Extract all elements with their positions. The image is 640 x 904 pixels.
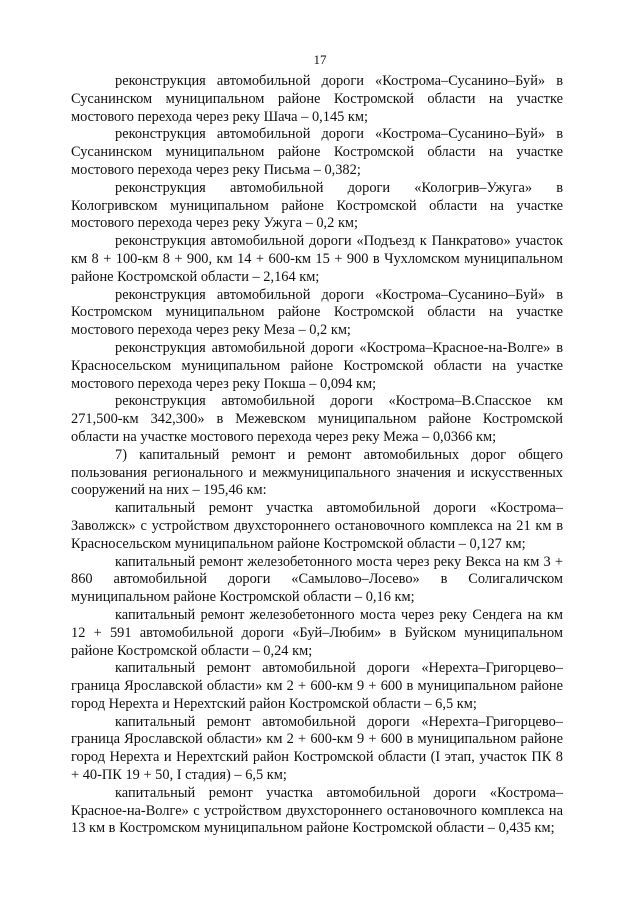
paragraph: реконструкция автомобильной дороги «Кострома–Сусанино–Буй» в Костромском муниципальном районе Костромской области на участке мостового перехода через реку Меза – 0,2 км;	[71, 286, 563, 339]
paragraph: капитальный ремонт железобетонного моста через реку Сендега на км 12 + 591 автомобильной дороги «Буй–Любим» в Буйском муниципальном районе Костромской области – 0,24 км;	[71, 606, 563, 659]
paragraph: капитальный ремонт участка автомобильной дороги «Кострома–Заволжск» с устройством двухстороннего остановочного комплекса на 21 км в Красносельском муниципальном районе Костромской области – 0,127 км;	[71, 500, 563, 552]
paragraph: реконструкция автомобильной дороги «Подъезд к Панкратово» участок км 8 + 100-км 8 + 900, км 14 + 600-км 15 + 900 в Чухломском муниципальном районе Костромской области – 2,164 км;	[71, 233, 563, 285]
paragraph: реконструкция автомобильной дороги «Кострома–Сусанино–Буй» в Сусанинском муниципальном районе Костромской области на участке мостового перехода через реку Письма – 0,382;	[71, 126, 563, 178]
paragraph: реконструкция автомобильной дороги «Кострома–В.Спасское км 271,500-км 342,300» в Межевском муниципальном районе Костромской области на участке мостового перехода через реку Межа – 0,0366 км;	[71, 393, 563, 445]
document-body	[71, 73, 563, 838]
paragraph: капитальный ремонт автомобильной дороги «Нерехта–Григорцево–граница Ярославской области» км 2 + 600-км 9 + 600 в муниципальном районе город Нерехта и Нерехтский район Костромской области (I этап, участок ПК 8 + 40-ПК 19 + 50, I стадия) – 6,5 км;	[71, 713, 563, 784]
page-number: 17	[313, 52, 327, 67]
paragraph: капитальный ремонт автомобильной дороги «Нерехта–Григорцево–граница Ярославской области» км 2 + 600-км 9 + 600 в муниципальном районе город Нерехта и Нерехтский район Костромской области – 6,5 км;	[71, 660, 563, 712]
paragraph: реконструкция автомобильной дороги «Кологрив–Ужуга» в Кологривском муниципальном районе Костромской области на участке мостового перехода через реку Ужуга – 0,2 км;	[71, 179, 563, 232]
paragraph: реконструкция автомобильной дороги «Кострома–Красное-на-Волге» в Красносельском муниципальном районе Костромской области на участке мостового перехода через реку Покша – 0,094 км;	[71, 339, 563, 392]
paragraph: 7) капитальный ремонт и ремонт автомобильных дорог общего пользования регионального и межмуниципального значения и искусственных сооружений на них – 195,46 км:	[71, 446, 563, 499]
paragraph: капитальный ремонт железобетонного моста через реку Векса на км 3 + 860 автомобильной дороги «Самылово–Лосево» в Солигаличском муниципальном районе Костромской области – 0,16 км;	[71, 553, 563, 606]
paragraph: реконструкция автомобильной дороги «Кострома–Сусанино–Буй» в Сусанинском муниципальном районе Костромской области на участке мостового перехода через реку Шача – 0,145 км;	[71, 73, 563, 125]
paragraph: капитальный ремонт участка автомобильной дороги «Кострома–Красное-на-Волге» с устройством двухстороннего остановочного комплекса на 13 км в Костромском муниципальном районе Костромской области – 0,435 км;	[71, 784, 563, 837]
